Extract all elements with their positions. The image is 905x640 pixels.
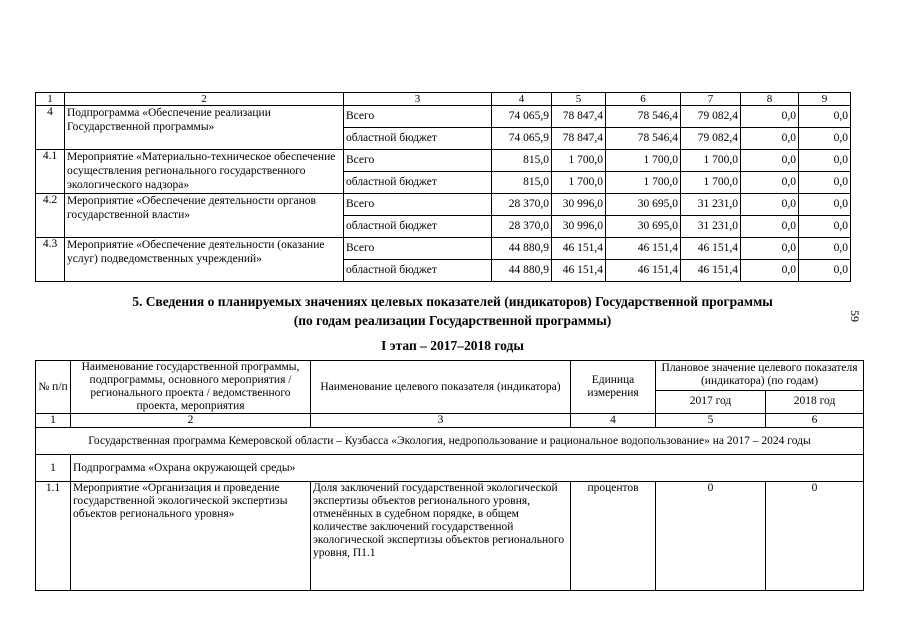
col-indicator-header: Наименование целевого показателя (индикатора)	[311, 361, 571, 414]
amount-cell: 46 151,4	[552, 238, 606, 260]
funding-source: Всего	[344, 238, 492, 260]
amount-cell: 0,0	[799, 128, 851, 150]
header-cell: 9	[799, 93, 851, 106]
header-cell: 7	[681, 93, 741, 106]
amount-cell: 815,0	[492, 172, 552, 194]
col-num-cell: 4	[571, 414, 656, 428]
row-index: 4.2	[36, 194, 65, 238]
item-value-2017: 0	[656, 482, 766, 591]
year2-header: 2018 год	[766, 390, 864, 413]
amount-cell: 78 546,4	[606, 106, 681, 128]
amount-cell: 28 370,0	[492, 194, 552, 216]
funding-source: Всего	[344, 106, 492, 128]
amount-cell: 0,0	[741, 106, 799, 128]
amount-cell: 30 695,0	[606, 216, 681, 238]
amount-cell: 78 847,4	[552, 106, 606, 128]
item-value-2018: 0	[766, 482, 864, 591]
col-no-header: № п/п	[36, 361, 71, 414]
stage-heading: I этап – 2017–2018 годы	[381, 338, 524, 353]
amount-cell: 78 546,4	[606, 128, 681, 150]
amount-cell: 28 370,0	[492, 216, 552, 238]
amount-cell: 30 695,0	[606, 194, 681, 216]
table-row	[36, 194, 851, 216]
col-num-cell: 2	[71, 414, 311, 428]
header-cell: 5	[552, 93, 606, 106]
col-num-cell: 3	[311, 414, 571, 428]
col-name-header: Наименование государственной программы, подпрограммы, основного мероприятия / регионального проекта / ведомственного проекта, мероприятия	[71, 361, 311, 414]
amount-cell: 1 700,0	[552, 172, 606, 194]
funding-source: областной бюджет	[344, 260, 492, 282]
subprogram-name: Подпрограмма «Охрана окружающей среды»	[71, 455, 864, 482]
amount-cell: 0,0	[741, 260, 799, 282]
amount-cell: 0,0	[799, 194, 851, 216]
amount-cell: 0,0	[799, 238, 851, 260]
amount-cell: 44 880,9	[492, 238, 552, 260]
amount-cell: 0,0	[799, 216, 851, 238]
header-cell: 1	[36, 93, 65, 106]
item-unit: процентов	[571, 482, 656, 591]
amount-cell: 0,0	[799, 260, 851, 282]
subprogram-index: 1	[36, 455, 71, 482]
header-cell: 2	[65, 93, 344, 106]
amount-cell: 1 700,0	[552, 150, 606, 172]
row-name: Мероприятие «Материально-техническое обеспечение осуществления регионального государственного экологического надзора»	[65, 150, 344, 194]
program-row: Государственная программа Кемеровской области – Кузбасса «Экология, недропользование и рациональное водопользование» на 2017 – 2024 годы	[36, 428, 864, 455]
amount-cell: 0,0	[799, 172, 851, 194]
item-index: 1.1	[36, 482, 71, 591]
amount-cell: 0,0	[741, 194, 799, 216]
amount-cell: 815,0	[492, 150, 552, 172]
col-plan-header: Плановое значение целевого показателя (индикатора) (по годам)	[656, 361, 864, 391]
row-index: 4.1	[36, 150, 65, 194]
header-cell: 4	[492, 93, 552, 106]
funding-source: областной бюджет	[344, 128, 492, 150]
amount-cell: 1 700,0	[606, 150, 681, 172]
table-row	[36, 150, 851, 172]
amount-cell: 31 231,0	[681, 194, 741, 216]
item-indicator: Доля заключений государственной экологической экспертизы объектов регионального уровня, отменённых в судебном порядке, в общем количестве заключений государственной экологической экспертизы объектов регионального уровня, П1.1	[311, 482, 571, 591]
financing-table	[35, 92, 851, 282]
page-number: 59	[848, 310, 862, 322]
header-cell: 8	[741, 93, 799, 106]
row-name: Мероприятие «Обеспечение деятельности (оказание услуг) подведомственных учреждений»	[65, 238, 344, 282]
amount-cell: 46 151,4	[606, 260, 681, 282]
header-cell: 3	[344, 93, 492, 106]
amount-cell: 74 065,9	[492, 128, 552, 150]
amount-cell: 46 151,4	[681, 260, 741, 282]
col-num-cell: 1	[36, 414, 71, 428]
section-heading: 5. Сведения о планируемых значениях целевых показателей (индикаторов) Государственной программы	[132, 294, 773, 309]
funding-source: областной бюджет	[344, 172, 492, 194]
table-row	[36, 238, 851, 260]
amount-cell: 46 151,4	[552, 260, 606, 282]
amount-cell: 0,0	[741, 172, 799, 194]
row-index: 4.3	[36, 238, 65, 282]
amount-cell: 1 700,0	[606, 172, 681, 194]
amount-cell: 44 880,9	[492, 260, 552, 282]
funding-source: Всего	[344, 150, 492, 172]
amount-cell: 30 996,0	[552, 194, 606, 216]
amount-cell: 30 996,0	[552, 216, 606, 238]
row-index: 4	[36, 106, 65, 150]
amount-cell: 31 231,0	[681, 216, 741, 238]
funding-source: Всего	[344, 194, 492, 216]
amount-cell: 0,0	[741, 128, 799, 150]
amount-cell: 1 700,0	[681, 172, 741, 194]
header-cell: 6	[606, 93, 681, 106]
col-num-cell: 6	[766, 414, 864, 428]
item-name: Мероприятие «Организация и проведение государственной экологической экспертизы объектов регионального уровня»	[71, 482, 311, 591]
col-unit-header: Единица измерения	[571, 361, 656, 414]
indicators-table	[35, 360, 864, 591]
amount-cell: 0,0	[741, 150, 799, 172]
amount-cell: 46 151,4	[606, 238, 681, 260]
section-subheading: (по годам реализации Государственной программы)	[293, 313, 612, 328]
amount-cell: 0,0	[799, 106, 851, 128]
amount-cell: 1 700,0	[681, 150, 741, 172]
amount-cell: 78 847,4	[552, 128, 606, 150]
year1-header: 2017 год	[656, 390, 766, 413]
amount-cell: 79 082,4	[681, 106, 741, 128]
table-row	[36, 106, 851, 128]
row-name: Мероприятие «Обеспечение деятельности органов государственной власти»	[65, 194, 344, 238]
amount-cell: 0,0	[741, 216, 799, 238]
amount-cell: 0,0	[741, 238, 799, 260]
funding-source: областной бюджет	[344, 216, 492, 238]
row-name: Подпрограмма «Обеспечение реализации Государственной программы»	[65, 106, 344, 150]
col-num-cell: 5	[656, 414, 766, 428]
amount-cell: 0,0	[799, 150, 851, 172]
amount-cell: 46 151,4	[681, 238, 741, 260]
amount-cell: 79 082,4	[681, 128, 741, 150]
amount-cell: 74 065,9	[492, 106, 552, 128]
